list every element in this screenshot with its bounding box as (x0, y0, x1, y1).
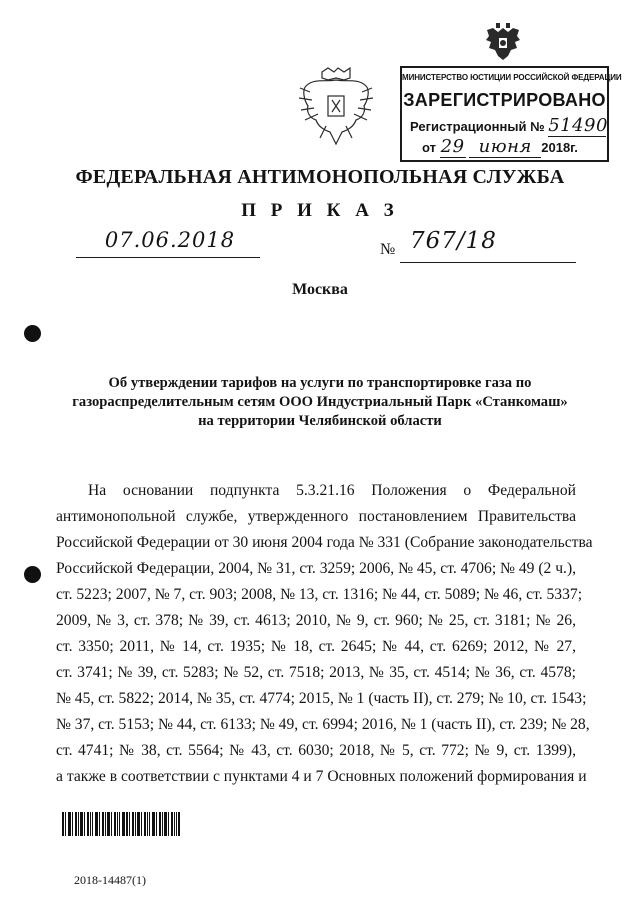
body-line: На основании подпункта 5.3.21.16 Положения о Федеральной (88, 482, 576, 499)
russian-eagle-small-icon (483, 22, 523, 64)
title-line: на территории Челябинской области (198, 413, 442, 429)
stamp-ministry: МИНИСТЕРСТВО ЮСТИЦИИ РОССИЙСКОЙ ФЕДЕРАЦИИ (402, 73, 622, 82)
stamp-date-year-prefix: 201 (541, 140, 563, 155)
registration-stamp (400, 66, 622, 162)
punch-hole-middle (24, 566, 41, 583)
document-code: 2018-14487(1) (74, 873, 146, 887)
body-line: № 45, ст. 5822; 2014, № 35, ст. 4774; 2015, № 1 (часть II), ст. 279; № 10, ст. 1543; (56, 690, 587, 707)
body-line: Российской Федерации, 2004, № 31, ст. 3259; 2006, № 45, ст. 4706; № 49 (2 ч.), (56, 560, 577, 577)
agency-name: ФЕДЕРАЛЬНАЯ АНТИМОНОПОЛЬНАЯ СЛУЖБА (75, 166, 565, 188)
body-line: ст. 4741; № 38, ст. 5564; № 43, ст. 6030; 2018, № 5, ст. 772; № 9, ст. 1399), (56, 742, 576, 759)
stamp-date-month: июня (469, 136, 541, 158)
body-line: № 37, ст. 5153; № 44, ст. 6133; № 49, ст. 6994; 2016, № 1 (часть II), ст. 239; № 28, (56, 716, 590, 733)
stamp-date (422, 136, 607, 158)
punch-hole-top (24, 325, 41, 342)
body-line: антимонопольной службе, утвержденного постановлением Правительства (56, 508, 576, 525)
stamp-registered: ЗАРЕГИСТРИРОВАНО (403, 90, 606, 110)
title-line: газораспределительным сетям ООО Индустриальный Парк «Станкомаш» (72, 394, 568, 410)
stamp-registration-number (410, 115, 608, 137)
stamp-date-prefix: от (422, 140, 436, 155)
body-line: Российской Федерации от 30 июня 2004 года № 331 (Собрание законодательства (56, 534, 593, 551)
order-number-label: № (380, 241, 396, 258)
date-underline (76, 257, 260, 258)
stamp-date-year-suffix: 8г. (562, 140, 578, 155)
barcode-icon (62, 812, 180, 836)
stamp-date-day: 29 (440, 136, 465, 157)
body-line: ст. 3741; № 39, ст. 5283; № 52, ст. 7518; 2013, № 35, ст. 4514; № 36, ст. 4578; (56, 664, 576, 681)
order-title (60, 374, 580, 431)
stamp-reg-label: Регистрационный № (410, 119, 545, 134)
body-line: 2009, № 3, ст. 378; № 39, ст. 4613; 2010, № 9, ст. 960; № 25, ст. 3181; № 26, (56, 612, 576, 629)
body-line: а также в соответствии с пунктами 4 и 7 Основных положений формирования и (56, 768, 587, 785)
body-line: ст. 5223; 2007, № 7, ст. 903; 2008, № 13, ст. 1316; № 44, ст. 5089; № 46, ст. 5337; (56, 586, 583, 603)
russian-eagle-emblem-icon (296, 66, 376, 148)
title-line: Об утверждении тарифов на услуги по транспортировке газа по (108, 375, 532, 391)
number-underline (400, 262, 576, 263)
order-date: 07.06.2018 (104, 228, 236, 252)
document-type: П Р И К А З (241, 200, 399, 221)
order-number: 767/18 (410, 228, 497, 254)
stamp-reg-number: 51490 (548, 115, 608, 136)
body-paragraph (56, 478, 593, 790)
body-line: ст. 3350; 2011, № 14, ст. 1935; № 18, ст. 2645; № 44, ст. 6269; 2012, № 27, (56, 638, 576, 655)
city: Москва (292, 281, 348, 298)
